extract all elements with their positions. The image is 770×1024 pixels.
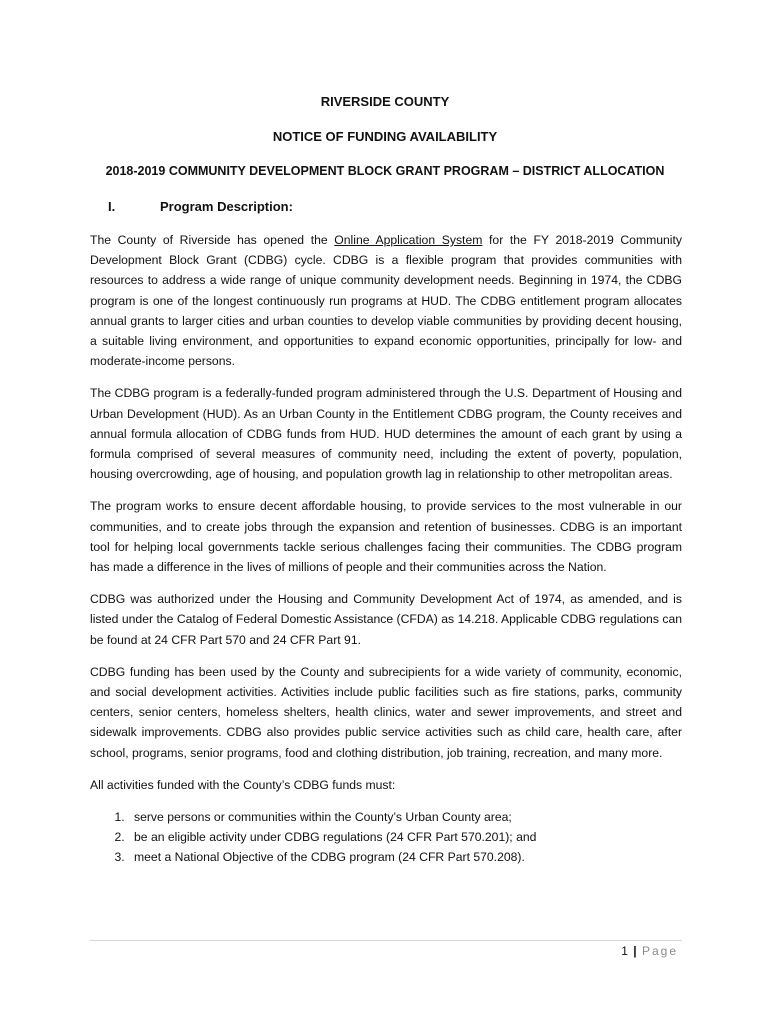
online-application-link[interactable]: Online Application System bbox=[334, 233, 483, 247]
requirements-list bbox=[90, 807, 682, 868]
page-number: 1 bbox=[621, 944, 628, 958]
paragraph-1-intro: The County of Riverside has opened the bbox=[90, 233, 335, 247]
paragraph-1 bbox=[90, 230, 682, 371]
paragraph-4: CDBG was authorized under the Housing and Community Development Act of 1974, as amended, and is listed under the Catalog of Federal Domestic Assistance (CFDA) as 14.218. Applicable CDBG regulations can be found at 24 CFR Part 570 and 24 CFR Part 91. bbox=[90, 592, 682, 647]
paragraph-3: The program works to ensure decent affordable housing, to provide services to the most vulnerable in our communities, and to create jobs through the expansion and retention of businesses. CDBG is an important tool for helping local governments tackle serious challenges facing their communities. The CDBG program has made a difference in the lives of millions of people and their communities across the Nation. bbox=[90, 499, 682, 575]
program-title: 2018-2019 COMMUNITY DEVELOPMENT BLOCK GRANT PROGRAM – DISTRICT ALLOCATION bbox=[105, 164, 665, 178]
list-item: 2. be an eligible activity under CDBG regulations (24 CFR Part 570.201); and bbox=[128, 827, 682, 847]
paragraph-6: All activities funded with the County’s CDBG funds must: bbox=[90, 777, 396, 792]
paragraph-2: The CDBG program is a federally-funded program administered through the U.S. Department of Housing and Urban Development (HUD). As an Urban County in the Entitlement CDBG program, the County receives and annual formula allocation of CDBG funds from HUD. HUD determines the amount of each grant by using a formula comprised of several measures of community need, including the extent of poverty, population, housing overcrowding, age of housing, and population growth lag in relationship to other metropolitan areas. bbox=[90, 386, 682, 482]
page-footer bbox=[621, 944, 678, 958]
paragraph-1-rest: for the FY 2018-2019 Community Development Block Grant (CDBG) cycle. CDBG is a flexible program that provides communities with resources to address a wide range of unique community development needs. Beginning in 1974, the CDBG program is one of the longest continuously run programs at HUD. The CDBG entitlement program allocates annual grants to larger cities and urban counties to develop viable communities by providing decent housing, a suitable living environment, and opportunities to expand economic opportunities, principally for low- and moderate-income persons. bbox=[90, 233, 682, 369]
list-item: 3. meet a National Objective of the CDBG program (24 CFR Part 570.208). bbox=[128, 847, 682, 867]
document-body bbox=[90, 230, 682, 868]
county-title: RIVERSIDE COUNTY bbox=[320, 94, 450, 109]
paragraph-5: CDBG funding has been used by the County and subrecipients for a wide variety of community, economic, and social development activities. Activities include public facilities such as fire stations, parks, community centers, senior centers, homeless shelters, health clinics, water and sewer improvements, and street and sidewalk improvements. CDBG also provides public service activities such as child care, health care, after school, programs, senior programs, food and clothing distribution, job training, recreation, and many more. bbox=[90, 664, 682, 760]
footer-separator: | bbox=[633, 944, 637, 958]
section-number: I. bbox=[108, 199, 116, 214]
notice-title: NOTICE OF FUNDING AVAILABILITY bbox=[272, 129, 498, 144]
list-item: 1. serve persons or communities within the County’s Urban County area; bbox=[128, 807, 682, 827]
section-title: Program Description: bbox=[160, 199, 293, 214]
page-label: Page bbox=[641, 944, 678, 958]
section-heading bbox=[108, 199, 293, 214]
footer-divider bbox=[90, 940, 682, 941]
